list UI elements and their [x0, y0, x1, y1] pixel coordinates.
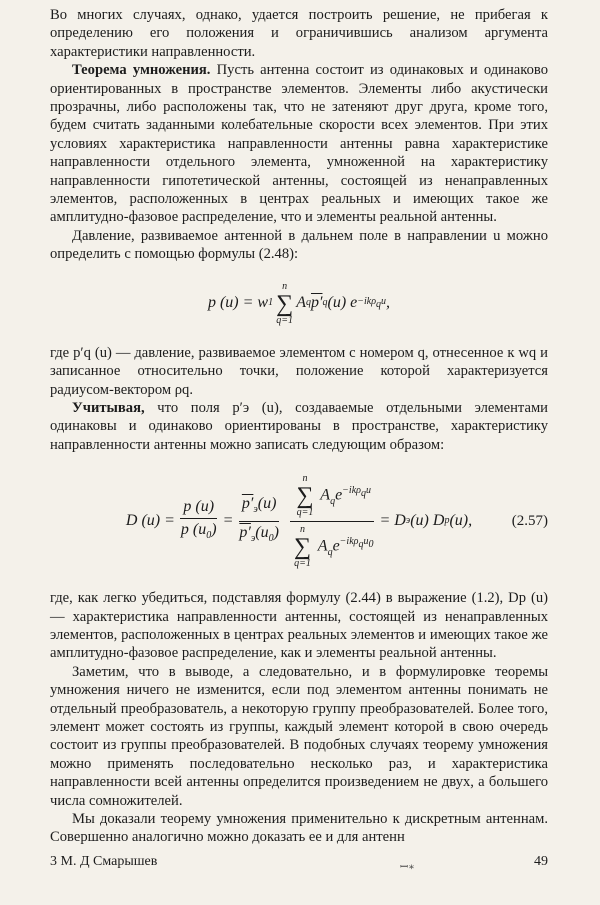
formula2-frac1-den — [178, 519, 220, 546]
formula2-frac2-den-main: p′ — [239, 524, 251, 542]
formula1-exp-main: −ikρ — [357, 295, 377, 307]
formula2-den-exp-tail-sub: 0 — [368, 539, 374, 551]
formula1-arg: (u) e — [327, 294, 358, 312]
sigma-icon: ∑ — [293, 534, 312, 561]
formula2-frac2-num-main: p′ — [241, 494, 254, 512]
formula2-num-term: A — [320, 486, 331, 504]
formula2-den-e: e — [332, 537, 340, 555]
formula2-den-term: A — [317, 537, 328, 555]
sigma-icon: ∑ — [296, 483, 314, 510]
formula1-exp-tail: u — [381, 295, 387, 307]
formula1-sum-upper: n — [282, 280, 288, 292]
formula2-lhs: D (u) = — [125, 512, 175, 530]
formula2-num-exp-main: −ikρ — [342, 485, 361, 497]
formula2-sum-num-op — [296, 473, 313, 519]
formula-directivity — [50, 454, 548, 589]
formula2-rhs-sub2: р — [444, 515, 450, 527]
formula2-den-exp — [339, 536, 374, 551]
paragraph-1: Во многих случаях, однако, удается построить решение, не прибегая к определению его положения и ограничившись анализом аргумента характеристики направленности. — [50, 7, 548, 60]
formula1-body-sub: q — [305, 297, 311, 309]
formula2-num-term-sub: q — [330, 495, 336, 507]
formula2-den-term-sub: q — [327, 546, 333, 558]
formula2-num-e: e — [335, 486, 343, 504]
formula1-exp-sub: q — [376, 298, 382, 310]
formula1-body: A — [296, 294, 306, 312]
paragraph-theorem — [50, 61, 548, 227]
formula2-sum-den-lower: q=1 — [294, 558, 311, 570]
formula2-frac2-den-end2: ) — [273, 524, 279, 542]
page-number: 49 — [534, 854, 548, 869]
formula2-den-exp-main: −ikρ — [339, 536, 359, 548]
theorem-title: Теорема умножения. — [72, 62, 211, 79]
formula2-frac1-den-sub: 0 — [206, 530, 212, 542]
theorem-text: Пусть антенна состоит из одинаковых и одинаково ориентированных в пространстве элементов. Элементы либо акустически прозрачны, либо расположены так, что не затеняют друг друга, кроме того, будем считать заданными колебательные скорости всех элементов. При этих условиях характеристика направленности антенны равна характеристике направленности отдельного элемента, умноженной на характеристику направленности гипотетической антенны, состоящей из ненаправленных элементов, расположенных в центрах реальных и имеющих такое же амплитудно-фазовое распределение, что и элементы реальной антенны. — [50, 62, 549, 226]
formula2-rhs-end: (u), — [449, 512, 473, 530]
paragraph-where-1: где p′q (u) — давление, развиваемое элементом с номером q, отнесенное к wq и записанное относительно точки, положение которой характеризуется радиусом-вектором ρq. — [50, 344, 548, 398]
formula1-pterm-sub: q — [322, 297, 328, 309]
formula1-exp — [357, 293, 386, 314]
formula2-sum-den-op — [294, 524, 311, 570]
formula1-pterm: p′ — [310, 294, 323, 312]
formula2-frac2-den-sub2: 0 — [268, 533, 274, 545]
considering-lead: Учитывая, — [72, 399, 145, 416]
formula1-sum — [276, 281, 293, 327]
formula1-end: , — [386, 294, 391, 312]
formula2-frac2-den — [236, 522, 282, 549]
paragraph-note: Заметим, что в выводе, а следовательно, и в формулировке теоремы умножения ничего не изменится, если под элементом антенны понимать не отдельный преобразователь, а некоторую группу преобразователей. Более того, элемент может состоять из группы, каждый элемент которой в свою очередь состоит из группы преобразователей. В подобных случаях теорему умножения можно применять последовательно несколько раз, и характеристика направленности всей антенны определится произведением не двух, а большего числа сомножителей. — [50, 663, 548, 809]
formula2-rhs-sub1: э — [405, 515, 411, 527]
formula2-frac-pressure — [178, 498, 220, 546]
formula1-sum-lower: q=1 — [276, 314, 294, 326]
formula1-lhs: p (u) = w — [207, 294, 269, 312]
formula2-sum-den — [288, 522, 376, 570]
formula2-eq-sign: = — [222, 512, 234, 530]
paragraph-pressure: Давление, развиваемое антенной в дальнем поле в направлении u можно определить с помощью формулы (2.48): — [50, 227, 548, 263]
page-body — [50, 6, 548, 847]
paragraph-proved: Мы доказали теорему умножения применительно к дискретным антеннам. Совершенно аналогично можно доказать ее и для антенн — [50, 811, 548, 846]
formula2-rhs: = D — [379, 512, 406, 530]
formula2-frac2-num-end: (u) — [257, 494, 277, 512]
footer-mark: ꟷ∗ — [400, 862, 415, 873]
formula2-frac1-den-main: p (u — [180, 521, 207, 539]
formula2-frac2-num-sub: э — [253, 503, 258, 515]
formula-pressure — [50, 264, 548, 344]
formula2-rhs-mid: (u) D — [410, 512, 445, 530]
formula2-num-exp — [342, 485, 371, 500]
paragraph-where-2: где, как легко убедиться, подставляя формулу (2.44) в выражение (1.2), Dр (u) — характеристика направленности антенны, состоящей из ненаправленных элементов, расположенных в центрах реальных элементов и имеющих такое же амплитудно-фазовое распределение, как и элементы реальной антенны. — [50, 590, 548, 662]
footer-signature: 3 М. Д Смарышев — [50, 854, 158, 869]
formula2-sum-num-lower: q=1 — [296, 507, 314, 519]
formula2-frac1-num: p (u) — [180, 498, 217, 519]
formula2-num-exp-sub: q — [360, 488, 366, 500]
formula2-sum-num — [290, 473, 373, 522]
equation-number: (2.57) — [511, 513, 548, 530]
formula1-lhs-sub: 1 — [268, 297, 274, 309]
formula2-frac1-den-end: ) — [211, 521, 217, 539]
formula2-den-exp-sub: q — [358, 539, 364, 551]
formula2-frac-sums — [288, 473, 376, 570]
considering-text: что поля p′э (u), создаваемые отдельными элементами одинаковы и одинаково ориентированы в пространстве, характеристику направленности антенны можно записать следующим образом: — [50, 399, 548, 453]
formula2-sum-num-upper: n — [302, 473, 308, 485]
formula2-frac2-den-end: (u — [255, 524, 269, 542]
formula2-frac-element — [236, 495, 282, 549]
formula2-sum-den-upper: n — [300, 524, 305, 536]
formula2-den-exp-tail: u — [363, 536, 369, 548]
formula2-frac2-den-sub: э — [250, 533, 256, 545]
sigma-icon: ∑ — [276, 290, 294, 317]
formula2-num-exp-tail: u — [365, 485, 371, 497]
formula2-frac2-num — [239, 495, 280, 523]
paragraph-considering — [50, 399, 548, 454]
